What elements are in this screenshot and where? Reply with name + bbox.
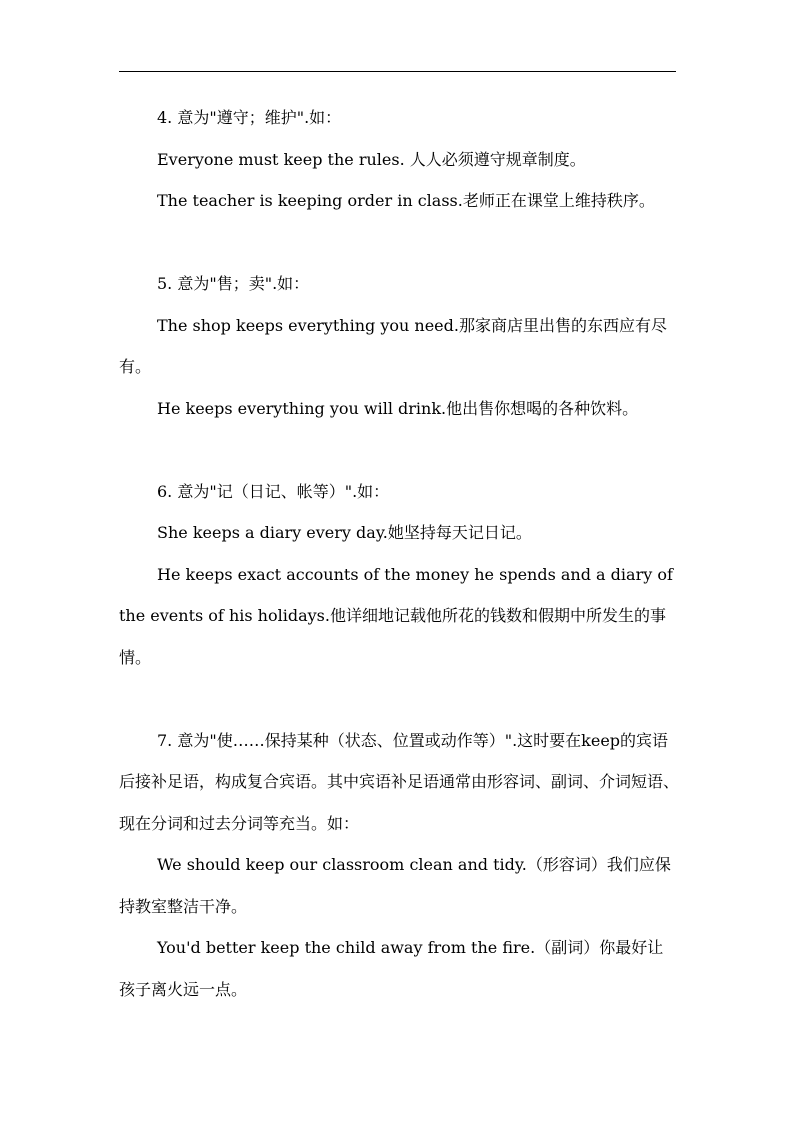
item-4-example-2: The teacher is keeping order in class.老师正在课堂上维持秩序。 — [157, 191, 655, 210]
item-6-heading: 6. 意为"记（日记、帐等）".如： — [157, 481, 390, 501]
document-body — [119, 97, 679, 1010]
spacer — [119, 429, 679, 471]
item-5-heading: 5. 意为"售；卖".如： — [157, 274, 310, 293]
item-4-heading: 4. 意为"遵守；维护".如： — [157, 108, 342, 127]
header-rule — [119, 71, 676, 72]
spacer — [119, 222, 679, 264]
item-5-example-2: He keeps everything you will drink.他出售你想喝的各种饮料。 — [157, 398, 639, 418]
item-7-heading: 7. 意为"使……保持某种（状态、位置或动作等）".这时要在keep的宾语后接补足语，构成复合宾语。其中宾语补足语通常由形容词、副词、介词短语、现在分词和过去分词等充当。如： — [119, 730, 680, 833]
item-6-example-1: She keeps a diary every day.她坚持每天记日记。 — [157, 523, 532, 542]
item-7-example-1: We should keep our classroom clean and tidy.（形容词）我们应保持教室整洁干净。 — [119, 855, 671, 916]
item-7-example-2: You'd better keep the child away from the fire.（副词）你最好让孩子离火远一点。 — [119, 938, 664, 999]
item-5-example-1: The shop keeps everything you need.那家商店里出售的东西应有尽有。 — [119, 315, 667, 376]
spacer — [119, 678, 679, 720]
item-6-example-2: He keeps exact accounts of the money he spends and a diary of the events of his holidays.他详细地记载他所花的钱数和假期中所发生的事情。 — [119, 564, 673, 667]
item-4-example-1: Everyone must keep the rules. 人人必须遵守规章制度。 — [157, 149, 586, 169]
